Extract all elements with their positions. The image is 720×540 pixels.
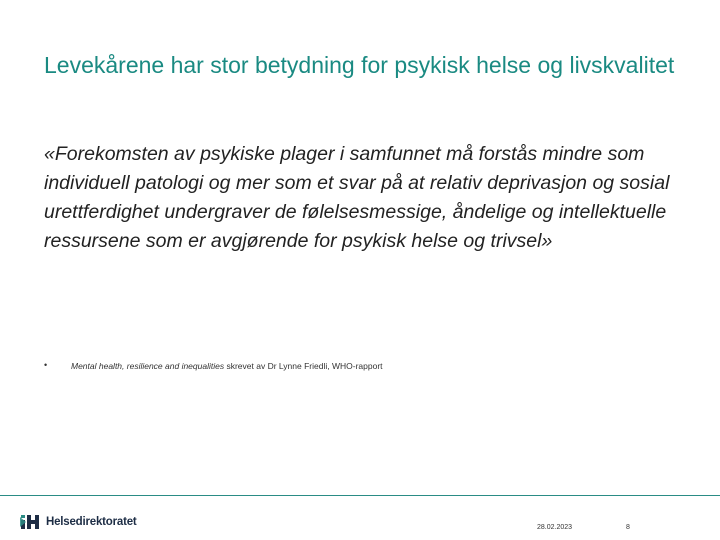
helsedirektoratet-logo-icon — [20, 513, 42, 531]
logo-text: Helsedirektoratet — [46, 516, 137, 528]
source-bullet — [44, 360, 684, 374]
helsedirektoratet-logo — [20, 513, 137, 531]
bullet-marker: • — [44, 360, 48, 370]
source-text — [71, 361, 383, 371]
page-number: 8 — [626, 524, 630, 531]
quote-text: «Forekomsten av psykiske plager i samfunnet må forstås mindre som individuell patologi og mer som et svar på at relativ deprivasjon og sosial urettferdighet undergraver de følelsesmessige, åndelige og intellektuelle ressursene som er avgjørende for psykisk helse og trivsel» — [44, 143, 670, 252]
slide-title: Levekårene har stor betydning for psykisk helse og livskvalitet — [44, 52, 675, 78]
source-author: skrevet av Dr Lynne Friedli, WHO-rapport — [224, 361, 383, 371]
source-title: Mental health, resilience and inequalities — [71, 361, 225, 371]
footer-divider — [0, 495, 720, 496]
slide-date: 28.02.2023 — [537, 524, 573, 531]
